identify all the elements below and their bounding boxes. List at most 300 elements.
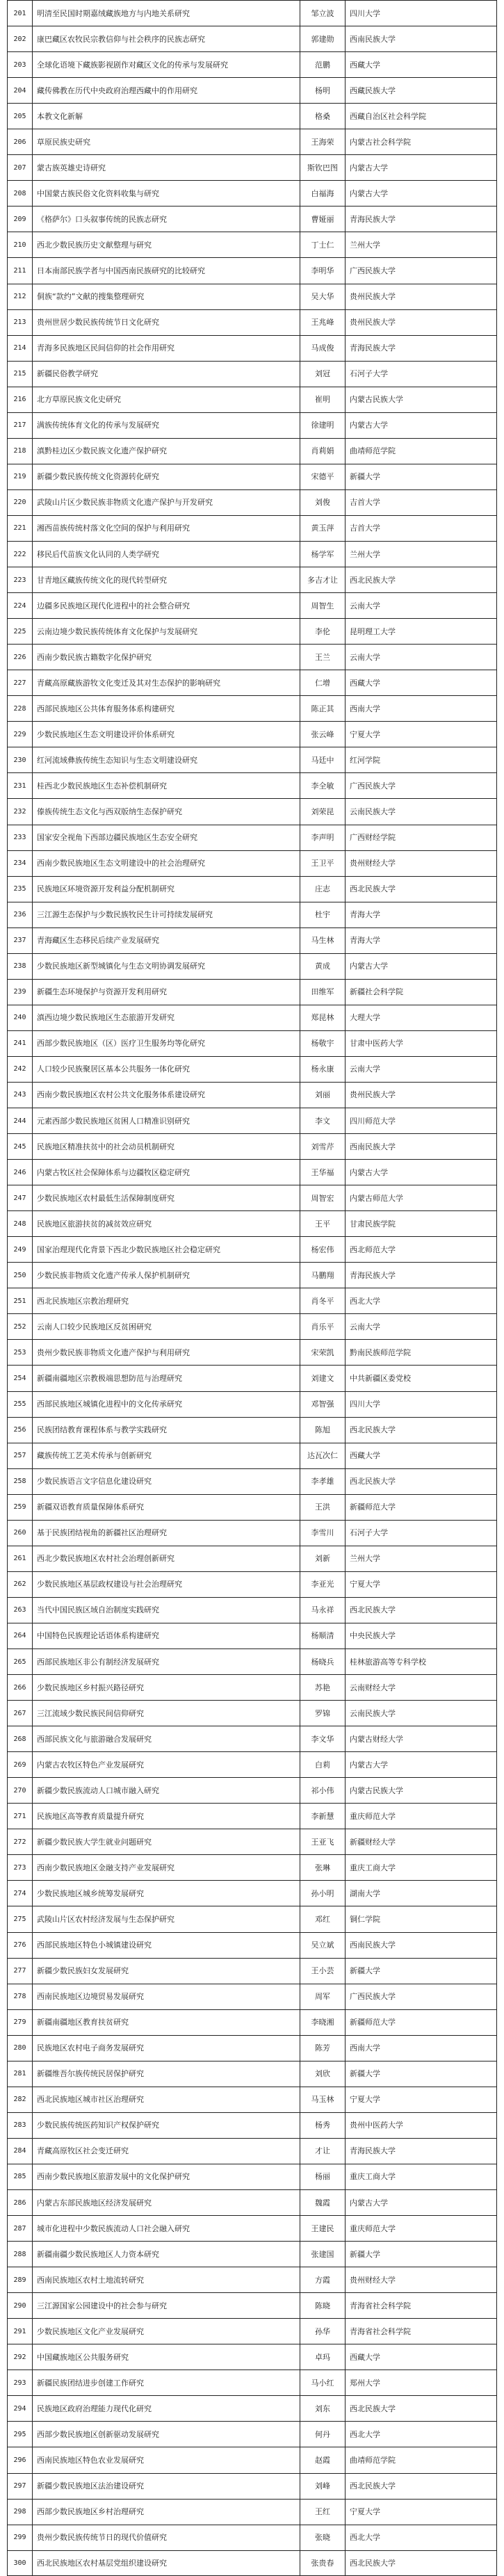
project-unit: 西北民族大学	[350, 2404, 396, 2413]
project-leader-cell	[300, 413, 346, 438]
project-title-cell	[33, 1031, 300, 1056]
project-leader-cell	[300, 2551, 346, 2576]
row-number: 242	[13, 1065, 26, 1074]
row-number: 299	[13, 2534, 26, 2542]
row-number-cell	[8, 2113, 33, 2138]
project-leader-cell	[300, 206, 346, 232]
project-unit-cell	[346, 1, 496, 26]
table-row	[8, 464, 496, 489]
row-number-cell	[8, 2139, 33, 2164]
table-row	[8, 284, 496, 309]
project-leader: 李文华	[311, 1734, 334, 1744]
project-leader-cell	[300, 181, 346, 206]
table-row	[8, 2499, 496, 2525]
project-title-cell	[33, 104, 300, 129]
row-number-cell	[8, 1418, 33, 1443]
project-unit: 中共新疆区委党校	[350, 1374, 411, 1383]
row-number: 295	[13, 2430, 26, 2438]
row-number: 264	[13, 1632, 26, 1640]
project-unit: 西北民族大学	[350, 1605, 396, 1615]
project-title: 武陵山片区农村经济发展与生态保护研究	[37, 1914, 174, 1924]
project-leader-cell	[300, 980, 346, 1005]
project-title-cell	[33, 284, 300, 309]
project-unit-cell	[346, 1933, 496, 1958]
project-leader-cell	[300, 1984, 346, 2009]
row-number: 255	[13, 1400, 26, 1409]
project-unit: 西北大学	[350, 2429, 380, 2439]
row-number-cell	[8, 2087, 33, 2112]
project-unit-cell	[346, 78, 496, 103]
row-number-cell	[8, 2500, 33, 2525]
project-title-cell	[33, 902, 300, 927]
project-title: 少数民族地区新型城镇化与生态文明协调发展研究	[37, 962, 205, 971]
project-leader: 才让	[315, 2146, 330, 2156]
project-unit: 重庆师范大学	[350, 2223, 396, 2233]
project-leader: 张贵春	[311, 2559, 334, 2568]
project-title-cell	[33, 1134, 300, 1159]
project-title: 青海多民族地区民间信仰的社会作用研究	[37, 343, 174, 353]
row-number-cell	[8, 2010, 33, 2035]
project-title-cell	[33, 413, 300, 438]
project-unit-cell	[346, 1675, 496, 1700]
project-leader-cell	[300, 722, 346, 747]
row-number-cell	[8, 722, 33, 747]
project-leader-cell	[300, 1443, 346, 1468]
project-unit-cell	[346, 670, 496, 695]
project-title-cell	[33, 2164, 300, 2189]
project-title-cell	[33, 2010, 300, 2035]
project-unit: 青海民族大学	[350, 214, 396, 224]
row-number: 276	[13, 1941, 26, 1950]
project-leader-cell	[300, 1675, 346, 1700]
table-row	[8, 1984, 496, 2009]
table-row	[8, 2421, 496, 2447]
row-number-cell	[8, 1211, 33, 1236]
project-title-cell	[33, 2036, 300, 2061]
project-unit-cell	[346, 104, 496, 129]
row-number-cell	[8, 799, 33, 824]
table-row	[8, 1880, 496, 1906]
project-leader: 黄成	[315, 962, 330, 971]
row-number-cell	[8, 1726, 33, 1751]
project-title-cell	[33, 362, 300, 387]
table-row	[8, 1185, 496, 1210]
project-title: 全球化语境下藏族影视剧作对藏区文化的传承与发展研究	[37, 60, 228, 70]
row-number: 287	[13, 2224, 26, 2233]
table-row	[8, 2189, 496, 2215]
project-title-cell	[33, 516, 300, 541]
project-unit-cell	[346, 2319, 496, 2344]
project-leader: 范鹏	[315, 60, 330, 70]
project-unit-cell	[346, 1726, 496, 1751]
project-title: 西部民族文化与旅游融合发展研究	[37, 1734, 152, 1744]
project-unit: 西藏大学	[350, 678, 380, 688]
project-leader-cell	[300, 2396, 346, 2421]
project-title: 西南民族地区特色农业发展研究	[37, 2455, 144, 2465]
project-unit-cell	[346, 1829, 496, 1854]
project-unit: 甘肃民族学院	[350, 1219, 396, 1229]
row-number-cell	[8, 1392, 33, 1417]
project-unit: 贵州民族大学	[350, 318, 396, 327]
row-number-cell	[8, 619, 33, 644]
project-unit-cell	[346, 1959, 496, 1984]
row-number: 274	[13, 1889, 26, 1897]
project-leader-cell	[300, 2525, 346, 2550]
project-unit: 郑州大学	[350, 2378, 380, 2388]
project-unit: 内蒙古大学	[350, 962, 388, 971]
row-number: 288	[13, 2250, 26, 2258]
project-leader-cell	[300, 1031, 346, 1056]
project-title: 内蒙古农牧区特色产业发展研究	[37, 1760, 144, 1769]
row-number: 238	[13, 962, 26, 971]
row-number-cell	[8, 1829, 33, 1854]
project-leader: 刘荣昆	[311, 807, 334, 816]
project-unit-cell	[346, 1108, 496, 1133]
project-title-cell	[33, 2474, 300, 2499]
project-unit: 曲靖师范学院	[350, 446, 396, 456]
project-unit: 内蒙古大学	[350, 163, 388, 172]
project-title: 侗族“款约”文献的搜集整理研究	[37, 292, 145, 302]
row-number-cell	[8, 2525, 33, 2550]
table-row	[8, 1313, 496, 1339]
project-leader: 张云峰	[311, 729, 334, 739]
project-leader: 李全敏	[311, 781, 334, 791]
row-number-cell	[8, 1340, 33, 1365]
row-number-cell	[8, 2319, 33, 2344]
row-number: 263	[13, 1606, 26, 1614]
row-number-cell	[8, 1933, 33, 1958]
project-title-cell	[33, 1598, 300, 1623]
table-row	[8, 2318, 496, 2344]
project-leader-cell	[300, 954, 346, 979]
table-row	[8, 515, 496, 541]
row-number: 266	[13, 1683, 26, 1692]
row-number: 249	[13, 1245, 26, 1254]
project-unit: 青海大学	[350, 910, 380, 920]
project-title: 城市化进程中少数民族流动人口社会融入研究	[37, 2223, 190, 2233]
row-number: 283	[13, 2121, 26, 2130]
project-unit-cell	[346, 1752, 496, 1777]
table-row	[8, 232, 496, 257]
row-number: 280	[13, 2044, 26, 2052]
project-title-cell	[33, 593, 300, 618]
table-row	[8, 1854, 496, 1880]
project-leader-cell	[300, 1906, 346, 1931]
project-leader: 丁士仁	[311, 240, 334, 250]
project-title: 民族地区高等教育质量提升研究	[37, 1811, 144, 1821]
project-leader: 王平	[315, 1219, 330, 1229]
project-title: 西北民族地区宗教治理研究	[37, 1296, 129, 1306]
project-leader: 何丹	[315, 2429, 330, 2439]
project-unit-cell	[346, 387, 496, 412]
project-title-cell	[33, 181, 300, 206]
project-leader: 李晓湘	[311, 2018, 334, 2027]
project-title: 本教文化新解	[37, 111, 83, 121]
row-number-cell	[8, 52, 33, 77]
row-number-cell	[8, 773, 33, 798]
table-row	[8, 772, 496, 798]
project-unit-cell	[346, 1083, 496, 1108]
project-unit: 西北民族大学	[350, 575, 396, 585]
project-title-cell	[33, 2293, 300, 2318]
row-number: 248	[13, 1220, 26, 1228]
project-leader-cell	[300, 696, 346, 721]
row-number: 246	[13, 1168, 26, 1176]
table-row	[8, 2550, 496, 2576]
project-leader: 杨明	[315, 86, 330, 95]
row-number-cell	[8, 2551, 33, 2576]
project-leader-cell	[300, 851, 346, 876]
project-unit: 内蒙古民族大学	[350, 1785, 403, 1795]
project-unit: 兰州大学	[350, 1554, 380, 1564]
project-unit: 新疆大学	[350, 2069, 380, 2079]
table-row	[8, 644, 496, 670]
row-number: 268	[13, 1735, 26, 1743]
row-number-cell	[8, 2293, 33, 2318]
project-unit-cell	[346, 2061, 496, 2087]
table-row	[8, 1159, 496, 1185]
project-leader: 周智宏	[311, 1193, 334, 1203]
project-leader: 王兰	[315, 652, 330, 662]
project-leader: 王小芸	[311, 1966, 334, 1976]
row-number-cell	[8, 1237, 33, 1262]
project-title: 西北少数民族地区农村社会治理创新研究	[37, 1554, 174, 1564]
project-unit: 广西财经学院	[350, 833, 396, 843]
project-title-cell	[33, 799, 300, 824]
row-number: 261	[13, 1555, 26, 1563]
row-number: 250	[13, 1271, 26, 1279]
project-unit: 青海民族大学	[350, 343, 396, 353]
project-title: 北方草原民族文化史研究	[37, 395, 121, 405]
row-number: 296	[13, 2456, 26, 2464]
row-number: 285	[13, 2173, 26, 2181]
project-leader: 刘建文	[311, 1374, 334, 1383]
row-number: 257	[13, 1452, 26, 1460]
project-title-cell	[33, 2500, 300, 2525]
project-leader: 刘俊	[315, 498, 330, 508]
project-leader-cell	[300, 1881, 346, 1906]
project-title-cell	[33, 645, 300, 670]
project-title: 贵州世居少数民族传统节日文化研究	[37, 318, 159, 327]
project-leader: 白莉	[315, 1760, 330, 1769]
row-number-cell	[8, 1083, 33, 1108]
row-number: 240	[13, 1014, 26, 1022]
project-unit: 西藏大学	[350, 2352, 380, 2362]
project-title: 西北民族地区城市社区治理研究	[37, 2095, 144, 2105]
project-title: 移民后代苗族文化认同的人类学研究	[37, 549, 159, 559]
project-title-cell	[33, 1881, 300, 1906]
project-leader-cell	[300, 2010, 346, 2035]
project-title: 藏传佛教在历代中央政府治理西藏中的作用研究	[37, 86, 197, 95]
project-title-cell	[33, 1185, 300, 1210]
row-number: 214	[13, 344, 26, 353]
project-title-cell	[33, 1804, 300, 1829]
project-leader: 郭建勋	[311, 34, 334, 44]
project-unit-cell	[346, 619, 496, 644]
project-title-cell	[33, 1005, 300, 1030]
project-unit-cell	[346, 2525, 496, 2550]
project-unit: 兰州大学	[350, 549, 380, 559]
project-title-cell	[33, 1675, 300, 1700]
project-leader-cell	[300, 2087, 346, 2112]
project-title: 滇西边境少数民族地区生态旅游开发研究	[37, 1013, 174, 1023]
project-leader-cell	[300, 258, 346, 283]
project-unit: 贵州民族大学	[350, 292, 396, 302]
project-leader-cell	[300, 1392, 346, 1417]
project-title: 少数民族地区文化产业发展研究	[37, 2326, 144, 2336]
project-leader-cell	[300, 2164, 346, 2189]
project-title-cell	[33, 1623, 300, 1649]
project-unit-cell	[346, 902, 496, 927]
row-number-cell	[8, 1881, 33, 1906]
row-number: 247	[13, 1194, 26, 1202]
project-unit-cell	[346, 2396, 496, 2421]
project-title-cell	[33, 439, 300, 464]
project-unit-cell	[346, 1031, 496, 1056]
project-leader: 李孝雄	[311, 1477, 334, 1487]
project-title-cell	[33, 1572, 300, 1597]
project-leader-cell	[300, 670, 346, 695]
project-leader-cell	[300, 155, 346, 180]
row-number: 219	[13, 473, 26, 481]
table-row	[8, 51, 496, 77]
project-title-cell	[33, 1778, 300, 1803]
table-row	[8, 1649, 496, 1674]
project-leader-cell	[300, 284, 346, 309]
project-title-cell	[33, 1829, 300, 1854]
row-number-cell	[8, 2061, 33, 2087]
project-unit-cell	[346, 567, 496, 592]
table-row	[8, 1210, 496, 1236]
project-title: 内蒙古东部民族地区经济发展研究	[37, 2198, 152, 2208]
project-leader: 吴立斌	[311, 1941, 334, 1950]
project-unit-cell	[346, 1855, 496, 1880]
project-leader-cell	[300, 2216, 346, 2241]
project-leader-cell	[300, 1160, 346, 1185]
project-unit-cell	[346, 1598, 496, 1623]
project-title: 新疆南疆地区教育扶贫研究	[37, 2018, 129, 2027]
project-unit-cell	[346, 1906, 496, 1931]
project-unit: 西北民族大学	[350, 884, 396, 894]
project-title-cell	[33, 2396, 300, 2421]
project-leader-cell	[300, 78, 346, 103]
table-row	[8, 902, 496, 927]
project-leader-cell	[300, 1959, 346, 1984]
table-row	[8, 953, 496, 979]
row-number: 265	[13, 1658, 26, 1666]
project-unit: 宁夏大学	[350, 729, 380, 739]
project-title-cell	[33, 129, 300, 154]
row-number-cell	[8, 284, 33, 309]
row-number-cell	[8, 2267, 33, 2292]
table-row	[8, 438, 496, 464]
project-title: 新疆少数民族大学生就业问题研究	[37, 1837, 152, 1847]
project-leader: 杨宏伟	[311, 1245, 334, 1254]
project-title-cell	[33, 825, 300, 850]
project-unit: 贵州财经大学	[350, 859, 396, 868]
project-title: 新疆双语教育质量保障体系研究	[37, 1502, 144, 1512]
row-number-cell	[8, 1906, 33, 1931]
row-number-cell	[8, 387, 33, 412]
project-title: 三江流域少数民族民间信仰研究	[37, 1708, 144, 1718]
row-number: 258	[13, 1477, 26, 1486]
project-leader: 斯钦巴图	[307, 163, 338, 172]
row-number-cell	[8, 825, 33, 850]
project-title: 中国藏族地区公共服务研究	[37, 2352, 129, 2362]
project-unit-cell	[346, 2474, 496, 2499]
project-unit: 西南大学	[350, 704, 380, 713]
project-unit-cell	[346, 2216, 496, 2241]
project-title: 新疆南疆地区宗教极端思想防范与治理研究	[37, 1374, 182, 1383]
project-leader-cell	[300, 2474, 346, 2499]
row-number: 289	[13, 2276, 26, 2284]
project-leader-cell	[300, 2422, 346, 2447]
row-number-cell	[8, 1185, 33, 1210]
table-row	[8, 1751, 496, 1777]
project-leader-cell	[300, 902, 346, 927]
row-number: 239	[13, 988, 26, 996]
project-leader-cell	[300, 439, 346, 464]
project-unit-cell	[346, 206, 496, 232]
row-number: 294	[13, 2404, 26, 2413]
project-unit-cell	[346, 696, 496, 721]
project-title-cell	[33, 1057, 300, 1082]
row-number-cell	[8, 2370, 33, 2395]
project-unit-cell	[346, 722, 496, 747]
project-leader-cell	[300, 490, 346, 515]
project-unit: 西北民族大学	[350, 2559, 396, 2568]
project-title: 西部少数民族地区（区）医疗卫生服务均等化研究	[37, 1039, 205, 1048]
project-unit: 昆明理工大学	[350, 626, 396, 636]
project-leader-cell	[300, 1469, 346, 1494]
project-leader: 李声明	[311, 833, 334, 843]
table-row	[8, 257, 496, 283]
project-leader-cell	[300, 1778, 346, 1803]
table-row	[8, 1468, 496, 1494]
row-number: 230	[13, 756, 26, 764]
project-unit-cell	[346, 542, 496, 567]
project-title-cell	[33, 155, 300, 180]
row-number-cell	[8, 1160, 33, 1185]
project-unit-cell	[346, 1288, 496, 1313]
project-title: 人口较少民族聚居区基本公共服务一体化研究	[37, 1064, 190, 1074]
project-leader-cell	[300, 1546, 346, 1571]
project-title: 边疆多民族地区现代化进程中的社会整合研究	[37, 601, 190, 610]
project-leader-cell	[300, 619, 346, 644]
row-number: 292	[13, 2353, 26, 2361]
project-leader-cell	[300, 2500, 346, 2525]
row-number-cell	[8, 362, 33, 387]
row-number-cell	[8, 1288, 33, 1313]
project-leader: 刘欣	[315, 2069, 330, 2079]
project-unit-cell	[346, 310, 496, 335]
project-title-cell	[33, 2190, 300, 2215]
project-leader: 王兆峰	[311, 318, 334, 327]
row-number: 228	[13, 704, 26, 713]
project-title-cell	[33, 619, 300, 644]
project-leader-cell	[300, 1726, 346, 1751]
project-title: 民族地区精准扶贫中的社会动员机制研究	[37, 1142, 174, 1151]
project-title: 西南少数民族古籍数字化保护研究	[37, 652, 152, 662]
project-title-cell	[33, 670, 300, 695]
row-number: 225	[13, 627, 26, 635]
row-number: 227	[13, 679, 26, 687]
project-title-cell	[33, 2061, 300, 2087]
row-number: 216	[13, 396, 26, 404]
project-unit-cell	[346, 1623, 496, 1649]
table-row	[8, 2447, 496, 2472]
row-number-cell	[8, 1469, 33, 1494]
